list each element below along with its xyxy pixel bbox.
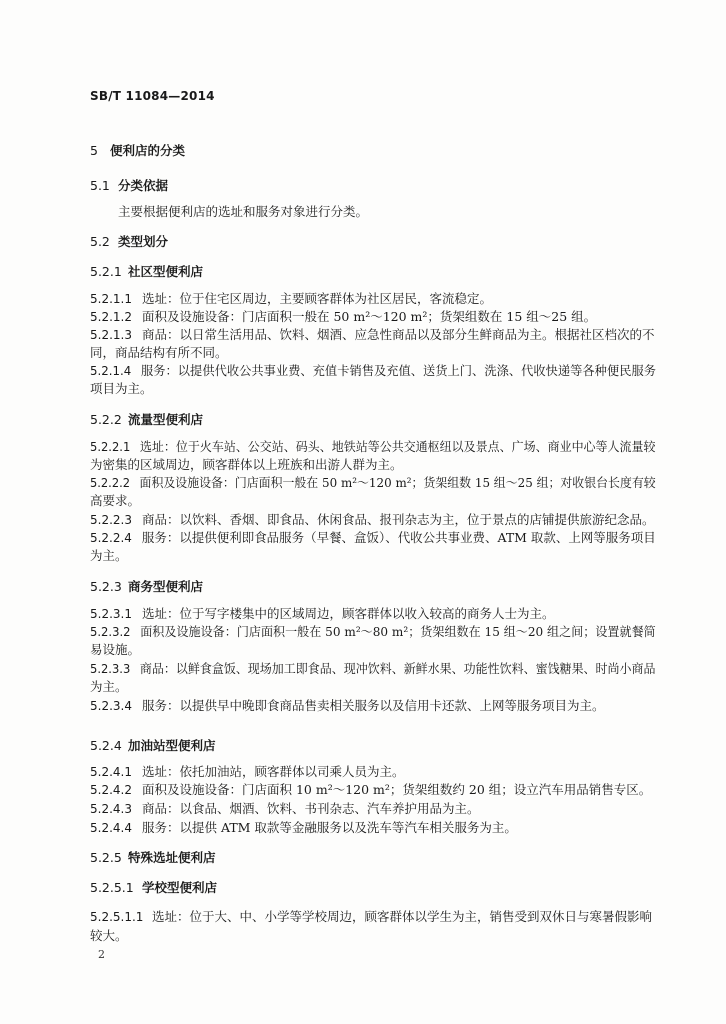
section-number: 5.2.4 — [90, 738, 122, 753]
clause-text: 选址：位于火车站、公交站、码头、地铁站等公共交通枢纽以及景点、广场、商业中心等人流量较 — [139, 439, 656, 454]
clause-text: 面积及设施设备：门店面积一般在 50 m²～120 m²；货架组数 15 组～25 组；对收银台长度有较 — [139, 475, 656, 490]
clause-number: 5.2.2.3 — [90, 513, 132, 527]
clause-line — [90, 697, 605, 715]
paragraph: 主要根据便利店的选址和服务对象进行分类。 — [118, 204, 369, 219]
clause-continuation: 易设施。 — [90, 642, 141, 657]
clause-text: 选址：位于写字楼集中的区域周边，顾客群体以收入较高的商务人士为主。 — [142, 606, 555, 621]
clause-continuation: 为主。 — [90, 679, 128, 694]
clause-text: 选址：位于大、中、小学等学校周边，顾客群体以学生为主，销售受到双休日与寒暑假影响 — [152, 909, 653, 924]
section-heading — [90, 849, 216, 867]
clause-number: 5.2.1.3 — [90, 328, 132, 342]
clause-text: 选址：位于住宅区周边，主要顾客群体为社区居民，客流稳定。 — [142, 291, 493, 306]
clause-continuation: 较大。 — [90, 928, 128, 943]
clause-number: 5.2.3.2 — [90, 625, 131, 639]
clause-line — [90, 819, 517, 837]
section-heading — [90, 879, 217, 897]
clause-number: 5.2.4.4 — [90, 821, 132, 835]
clause-number: 5.2.2.1 — [90, 440, 131, 454]
clause-text: 服务：以提供代收公共事业费、充值卡销售及充值、送货上门、洗涤、代收快递等各种便民服务 — [141, 363, 656, 378]
clause-number: 5.2.3.4 — [90, 699, 132, 713]
clause-text: 服务：以提供 ATM 取款等金融服务以及洗车等汽车相关服务为主。 — [142, 820, 517, 835]
section-heading — [90, 737, 216, 755]
clause-text: 服务：以提供早中晚即食商品售卖相关服务以及信用卡还款、上网等服务项目为主。 — [142, 698, 605, 713]
clause-continuation: 项目为主。 — [90, 381, 153, 396]
clause-line — [90, 438, 656, 456]
clause-continuation: 为密集的区域周边，顾客群体以上班族和出游人群为主。 — [90, 457, 403, 472]
clause-line — [90, 605, 555, 623]
section-number: 5.2.3 — [90, 579, 122, 594]
clause-line — [90, 908, 652, 926]
clause-number: 5.2.1.4 — [90, 364, 132, 378]
section-title: 商务型便利店 — [128, 579, 204, 594]
clause-number: 5.2.5.1.1 — [90, 910, 144, 924]
clause-continuation: 高要求。 — [90, 493, 141, 508]
section-number: 5.2.5 — [90, 850, 122, 865]
section-number: 5 — [90, 143, 98, 158]
clause-text: 面积及设施设备：门店面积 10 m²～120 m²；货架组数约 20 组；设立汽车用品销售专区。 — [142, 782, 652, 797]
section-heading — [90, 411, 203, 429]
section-number: 5.2.1 — [90, 264, 122, 279]
section-heading — [90, 177, 168, 195]
section-number: 5.2 — [90, 234, 110, 249]
clause-line — [90, 362, 656, 380]
clause-line — [90, 623, 656, 641]
clause-number: 5.2.3.1 — [90, 607, 132, 621]
clause-line — [90, 763, 405, 781]
section-heading — [90, 578, 203, 596]
clause-continuation: 为主。 — [90, 548, 128, 563]
clause-line — [90, 308, 596, 326]
clause-text: 选址：依托加油站，顾客群体以司乘人员为主。 — [142, 764, 405, 779]
clause-line — [90, 800, 480, 818]
clause-line — [90, 290, 492, 308]
clause-continuation: 同，商品结构有所不同。 — [90, 345, 228, 360]
clause-number: 5.2.4.1 — [90, 765, 132, 779]
clause-text: 商品：以饮料、香烟、即食品、休闲食品、报刊杂志为主，位于景点的店铺提供旅游纪念品。 — [142, 512, 655, 527]
section-title: 便利店的分类 — [110, 143, 186, 158]
clause-text: 商品：以日常生活用品、饮料、烟酒、应急性商品以及部分生鲜商品为主。根据社区档次的不 — [142, 327, 655, 342]
page-number: 2 — [98, 948, 105, 961]
clause-number: 5.2.2.2 — [90, 476, 131, 490]
clause-line — [90, 474, 656, 492]
clause-line — [90, 529, 656, 547]
section-title: 社区型便利店 — [128, 264, 204, 279]
section-title: 特殊选址便利店 — [128, 850, 216, 865]
clause-number: 5.2.4.2 — [90, 783, 132, 797]
clause-line — [90, 511, 655, 529]
section-title: 流量型便利店 — [128, 412, 204, 427]
clause-text: 商品：以鲜食盒饭、现场加工即食品、现冲饮料、新鲜水果、功能性饮料、蜜饯糖果、时尚小商品 — [139, 661, 656, 676]
section-title: 加油站型便利店 — [128, 738, 216, 753]
clause-line — [90, 326, 655, 344]
section-heading — [90, 263, 203, 281]
clause-text: 面积及设施设备：门店面积一般在 50 m²～120 m²；货架组数在 15 组～25 组。 — [142, 309, 597, 324]
clause-number: 5.2.2.4 — [90, 531, 132, 545]
clause-text: 服务：以提供便利即食品服务（早餐、盒饭）、代收公共事业费、ATM 取款、上网等服务项目 — [141, 530, 656, 545]
section-number: 5.2.5.1 — [90, 880, 134, 895]
section-number: 5.1 — [90, 178, 110, 193]
section-heading — [90, 142, 185, 160]
section-title: 分类依据 — [118, 178, 169, 193]
clause-line — [90, 660, 656, 678]
clause-number: 5.2.1.1 — [90, 292, 132, 306]
section-title: 学校型便利店 — [142, 880, 218, 895]
clause-text: 商品：以食品、烟酒、饮料、书刊杂志、汽车养护用品为主。 — [142, 801, 480, 816]
clause-number: 5.2.1.2 — [90, 310, 132, 324]
clause-number: 5.2.4.3 — [90, 802, 132, 816]
clause-text: 面积及设施设备：门店面积一般在 50 m²～80 m²；货架组数在 15 组～20 组之间；设置就餐简 — [140, 624, 656, 639]
standard-code: SB/T 11084—2014 — [90, 89, 215, 103]
clause-number: 5.2.3.3 — [90, 662, 131, 676]
section-number: 5.2.2 — [90, 412, 122, 427]
clause-line — [90, 781, 651, 799]
section-title: 类型划分 — [118, 234, 169, 249]
section-heading — [90, 233, 168, 251]
